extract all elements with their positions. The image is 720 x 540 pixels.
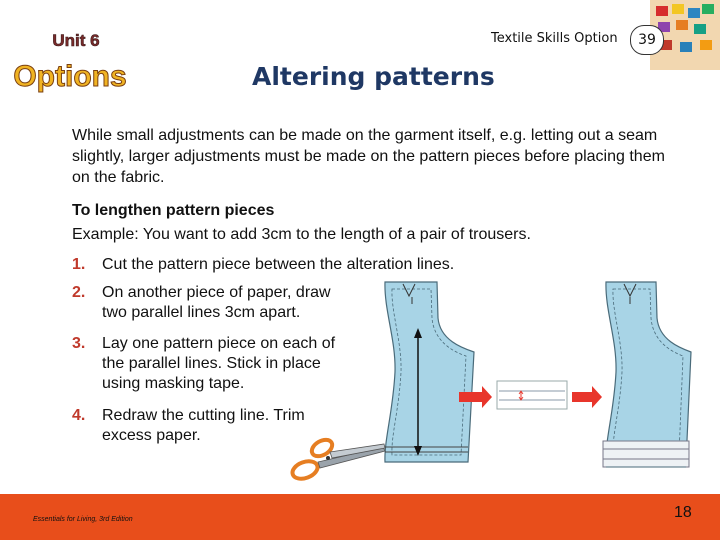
step-text: Cut the pattern piece between the alteration lines. (102, 256, 455, 273)
lengthened-pattern-piece (606, 282, 691, 462)
paper-with-parallel-lines (497, 381, 567, 409)
trouser-pattern-piece (385, 282, 474, 462)
intro-paragraph: While small adjustments can be made on the garment itself, e.g. letting out a seam slightly, larger adjustments must be made on the pattern pieces before placing them on the fabric. (72, 127, 665, 186)
step-number: 2. (72, 284, 86, 301)
step-text: Redraw the cutting line. Trim excess paper. (102, 407, 305, 444)
red-arrow-icon (572, 386, 602, 408)
footer-bar (0, 494, 720, 540)
slide-title: Altering patterns (252, 62, 495, 91)
page-badge: 39 (630, 25, 664, 55)
svg-text:Options: Options (13, 60, 127, 93)
step-number: 1. (72, 256, 86, 273)
subheading: To lengthen pattern pieces (72, 202, 275, 219)
scissors-icon (290, 436, 385, 482)
section-label: Textile Skills Option (491, 31, 618, 46)
example-text: Example: You want to add 3cm to the length of a pair of trousers. (72, 226, 531, 243)
step-number: 4. (72, 407, 86, 424)
step-text: Lay one pattern piece on each of the parallel lines. Stick in place using masking tape. (102, 335, 336, 392)
edition-label: Essentials for Living, 3rd Edition (33, 516, 133, 523)
step-text: On another piece of paper, draw two parallel lines 3cm apart. (102, 284, 331, 321)
svg-text:Unit 6: Unit 6 (52, 31, 100, 50)
slide-number: 18 (674, 504, 692, 521)
step-number: 3. (72, 335, 86, 352)
